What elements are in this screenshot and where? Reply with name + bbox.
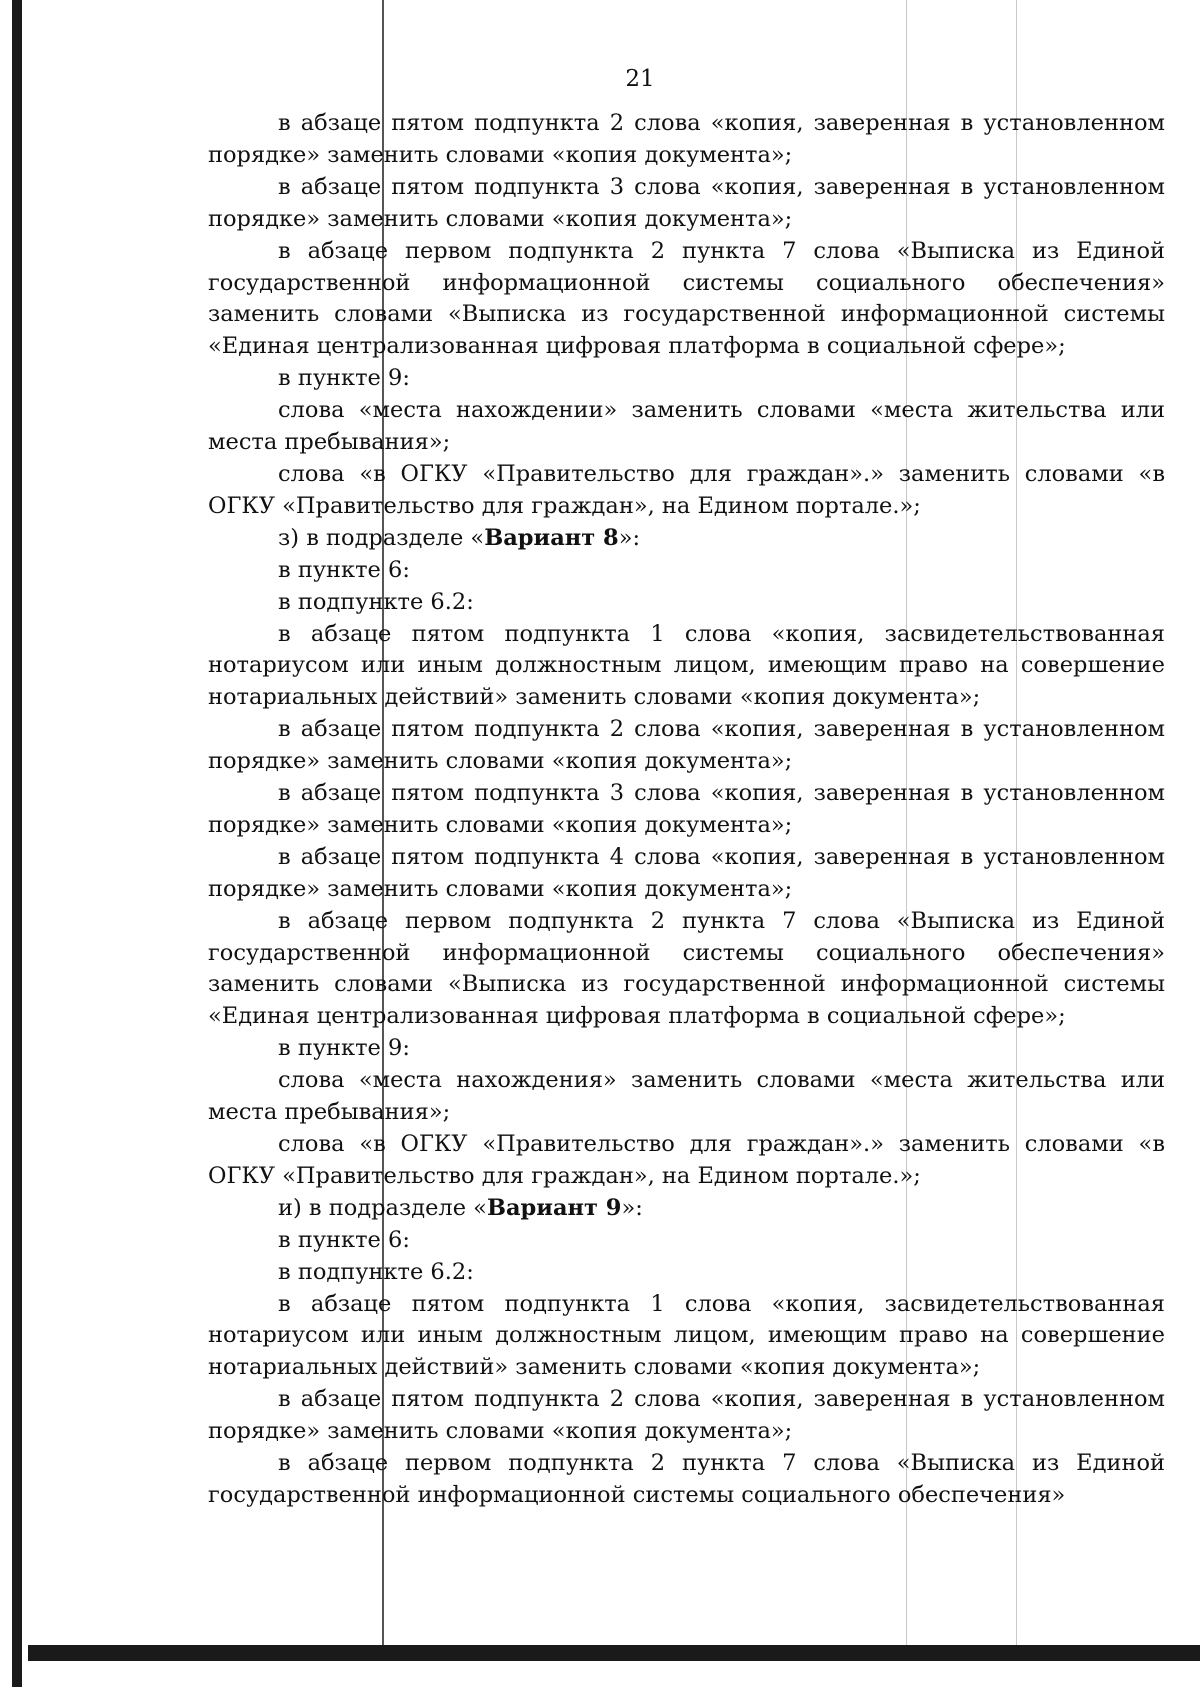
paragraph: в абзаце пятом подпункта 2 слова «копия, заверенная в установленном порядке» заменить словами «копия документа»; (208, 110, 1165, 168)
scan-edge-left (12, 0, 22, 1687)
paragraph: в подпункте 6.2: (278, 1258, 474, 1285)
paragraph: в пункте 6: (278, 556, 410, 583)
paragraph: слова «места нахождении» заменить словами «места жительства или места пребывания»; (208, 397, 1165, 456)
page-number: 21 (625, 66, 655, 92)
scan-edge-bottom (28, 1645, 1200, 1661)
paragraph-prefix: и) в подразделе « (278, 1194, 487, 1221)
paragraph: слова «в ОГКУ «Правительство для граждан».» заменить словами «в ОГКУ «Правительство для граждан», на Едином портале.»; (208, 1131, 1165, 1189)
variant-heading: Вариант 9 (486, 1194, 622, 1221)
paragraph: в абзаце пятом подпункта 2 слова «копия, заверенная в установленном порядке» заменить словами «копия документа»; (208, 1386, 1165, 1445)
paragraph: в абзаце первом подпункта 2 пункта 7 слова «Выписка из Единой государственной информационной системы социального обеспечения» заменить словами «Выписка из государственной информационной системы «Единая централизованная цифровая платформа в социальной сфере»; (208, 237, 1165, 360)
paragraph-prefix: з) в подразделе « (278, 524, 485, 551)
paragraph (208, 523, 1165, 555)
paragraph: в абзаце первом подпункта 2 пункта 7 слова «Выписка из Единой государственной информационной системы социального обеспечения» заменить словами «Выписка из государственной информационной системы «Единая централизованная цифровая платформа в социальной сфере»; (208, 907, 1165, 1030)
paragraph-suffix: »: (618, 524, 641, 551)
paragraph: слова «в ОГКУ «Правительство для граждан».» заменить словами «в ОГКУ «Правительство для граждан», на Едином портале.»; (208, 460, 1165, 519)
paragraph: в пункте 9: (278, 1035, 410, 1062)
paragraph: в пункте 9: (278, 365, 410, 392)
paragraph: в абзаце пятом подпункта 2 слова «копия, заверенная в установленном порядке» заменить словами «копия документа»; (208, 716, 1165, 775)
paragraph (208, 1193, 1165, 1225)
paragraph: в абзаце пятом подпункта 1 слова «копия, засвидетельствованная нотариусом или иным должностным лицом, имеющим право на совершение нотариальных действий» заменить словами «копия документа»; (208, 1290, 1165, 1381)
paragraph: в подпункте 6.2: (278, 588, 474, 615)
document-body (208, 108, 1165, 1512)
paragraph: в пункте 6: (278, 1226, 410, 1253)
variant-heading: Вариант 8 (484, 524, 619, 551)
paragraph-suffix: »: (621, 1194, 643, 1221)
paragraph: в абзаце первом подпункта 2 пункта 7 слова «Выписка из Единой государственной информационной системы социального обеспечения» (208, 1450, 1165, 1508)
paragraph: в абзаце пятом подпункта 3 слова «копия, заверенная в установленном порядке» заменить словами «копия документа»; (208, 780, 1165, 838)
paragraph: в абзаце пятом подпункта 3 слова «копия, заверенная в установленном порядке» заменить словами «копия документа»; (208, 173, 1165, 232)
paragraph: слова «места нахождения» заменить словами «места жительства или места пребывания»; (208, 1067, 1165, 1126)
paragraph: в абзаце пятом подпункта 1 слова «копия, засвидетельствованная нотариусом или иным должностным лицом, имеющим право на совершение нотариальных действий» заменить словами «копия документа»; (208, 620, 1165, 711)
paragraph: в абзаце пятом подпункта 4 слова «копия, заверенная в установленном порядке» заменить словами «копия документа»; (208, 843, 1165, 902)
